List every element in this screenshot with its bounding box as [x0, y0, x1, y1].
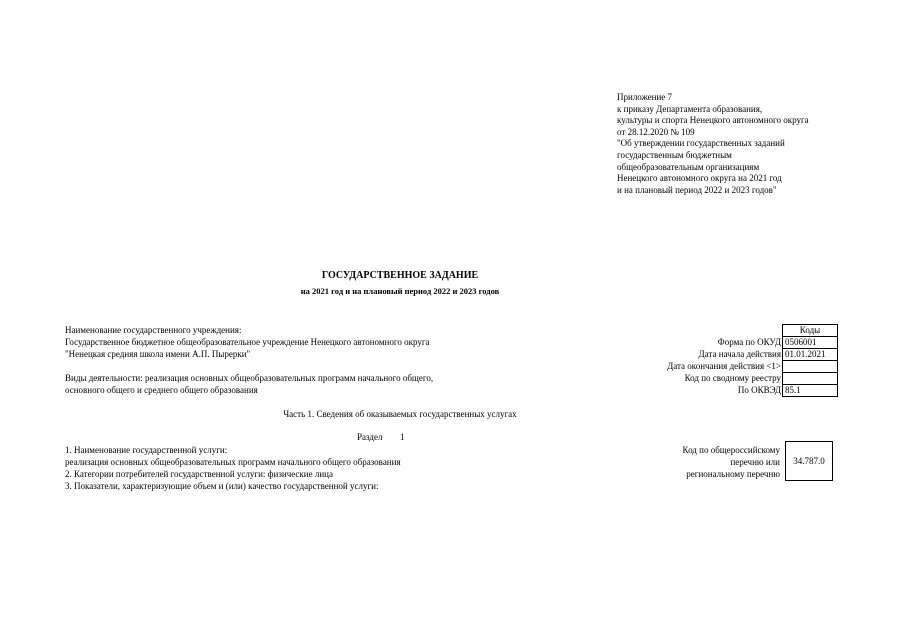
annex-line: общеобразовательным организациям [617, 161, 760, 172]
part-title: Часть 1. Сведения об оказываемых государственных услугах [283, 409, 517, 419]
annex-line: Ненецкого автономного округа на 2021 год [617, 173, 782, 184]
indicators-label: 3. Показатели, характеризующие объем и (или) качество государственной услуги: [65, 481, 379, 491]
annex-line: культуры и спорта Ненецкого автономного округа [617, 115, 809, 126]
registry-code-label-line2: перечню или [730, 457, 780, 467]
annex-line: и на плановый период 2022 и 2023 годов" [617, 184, 777, 195]
codes-label-okved: По ОКВЭД [737, 385, 781, 395]
codes-header: Коды [783, 325, 838, 337]
annex-block [617, 92, 809, 196]
registry-code-label-line1: Код по общероссийскому [682, 445, 780, 455]
registry-code-box [785, 441, 833, 481]
registry-code-label-line3: региональному перечню [686, 469, 780, 479]
codes-value-end-date [783, 361, 838, 373]
registry-code-value: 34.787.0 [793, 456, 825, 466]
document-title: ГОСУДАРСТВЕННОЕ ЗАДАНИЕ [321, 270, 479, 281]
institution-label: Наименование государственного учреждения: [65, 325, 242, 335]
codes-value-registry [783, 373, 838, 385]
annex-line: Приложение 7 [617, 92, 673, 102]
codes-label-okud: Форма по ОКУД [717, 337, 781, 347]
codes-label-start-date: Дата начала действия [698, 349, 781, 359]
annex-line: от 28.12.2020 № 109 [617, 126, 695, 137]
annex-line: "Об утверждении государственных заданий [617, 138, 785, 149]
service-name-label: 1. Наименование государственной услуги: [65, 445, 228, 455]
activity-line2: основного общего и среднего общего образования [65, 385, 258, 395]
institution-name-line2: "Ненецкая средняя школа имени А.П. Пырерки" [65, 349, 251, 359]
codes-value-okved: 85.1 [783, 385, 838, 397]
section-label: Раздел [357, 432, 383, 442]
section-number: 1 [400, 432, 405, 442]
activity-line1: Виды деятельности: реализация основных общеобразовательных программ начального общего, [65, 373, 434, 383]
annex-line: государственным бюджетным [617, 149, 732, 160]
institution-name-line1: Государственное бюджетное общеобразовательное учреждение Ненецкого автономного округа [65, 337, 430, 347]
codes-label-registry: Код по сводному реестру [684, 373, 781, 383]
annex-line: к приказу Департамента образования, [617, 103, 763, 114]
codes-label-end-date: Дата окончания действия <1> [667, 361, 781, 371]
consumer-category: 2. Категории потребителей государственной услуги: физические лица [65, 469, 333, 479]
codes-value-start-date: 01.01.2021 [783, 349, 838, 361]
codes-table [782, 324, 838, 397]
codes-value-okud: 0506001 [783, 337, 838, 349]
document-subtitle: на 2021 год и на плановый период 2022 и 2023 годов [300, 286, 500, 296]
service-name-value: реализация основных общеобразовательных программ начального общего образования [65, 457, 401, 467]
